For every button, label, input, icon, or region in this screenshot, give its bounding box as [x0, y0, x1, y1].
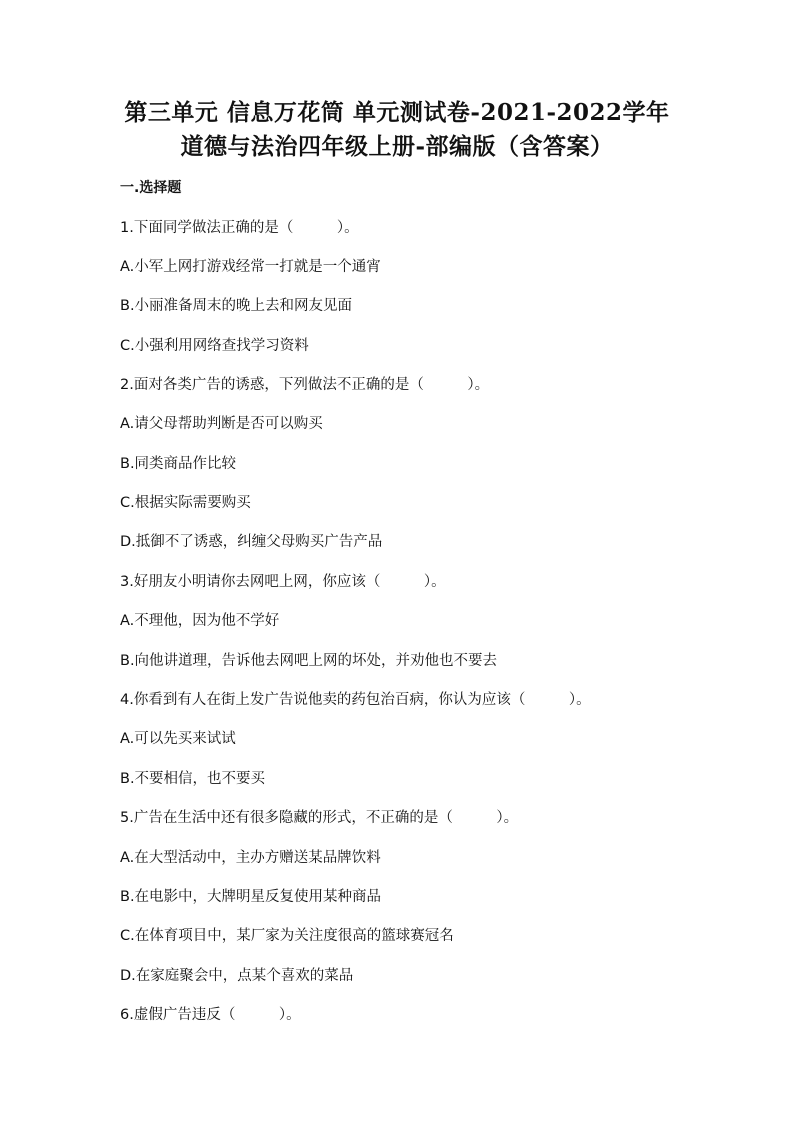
document-title-line-2: 道德与法治四年级上册-部编版（含答案）	[180, 133, 614, 160]
question-5-option-b: B.在电影中，大牌明星反复使用某种商品	[120, 889, 382, 905]
question-2-option-c: C.根据实际需要购买	[120, 495, 251, 511]
question-2: 2.面对各类广告的诱惑，下列做法不正确的是（ ）。	[120, 377, 490, 393]
question-1-option-b: B.小丽准备周末的晚上去和网友见面	[120, 298, 353, 314]
question-4: 4.你看到有人在街上发广告说他卖的药包治百病，你认为应该（ ）。	[120, 692, 591, 708]
question-4-option-a: A.可以先买来试试	[120, 731, 236, 747]
question-2-option-a: A.请父母帮助判断是否可以购买	[120, 416, 323, 432]
question-5-option-c: C.在体育项目中，某厂家为关注度很高的篮球赛冠名	[120, 928, 454, 944]
question-6: 6.虚假广告违反（ ）。	[120, 1007, 301, 1023]
question-2-option-d: D.抵御不了诱惑，纠缠父母购买广告产品	[120, 534, 383, 550]
question-5: 5.广告在生活中还有很多隐藏的形式，不正确的是（ ）。	[120, 810, 519, 826]
question-2-option-b: B.同类商品作比较	[120, 456, 237, 472]
question-3: 3.好朋友小明请你去网吧上网，你应该（ ）。	[120, 574, 446, 590]
question-1-option-c: C.小强利用网络查找学习资料	[120, 338, 309, 354]
question-4-option-b: B.不要相信，也不要买	[120, 771, 266, 787]
section-heading: 一.选择题	[120, 180, 182, 196]
question-5-option-a: A.在大型活动中，主办方赠送某品牌饮料	[120, 850, 381, 866]
question-3-option-a: A.不理他，因为他不学好	[120, 613, 280, 629]
question-5-option-d: D.在家庭聚会中，点某个喜欢的菜品	[120, 968, 354, 984]
question-1-option-a: A.小军上网打游戏经常一打就是一个通宵	[120, 259, 381, 275]
document-title-line-1: 第三单元 信息万花筒 单元测试卷-2021-2022学年	[124, 99, 670, 126]
question-1: 1.下面同学做法正确的是（ ）。	[120, 220, 359, 236]
question-3-option-b: B.向他讲道理，告诉他去网吧上网的坏处，并劝他也不要去	[120, 653, 498, 669]
